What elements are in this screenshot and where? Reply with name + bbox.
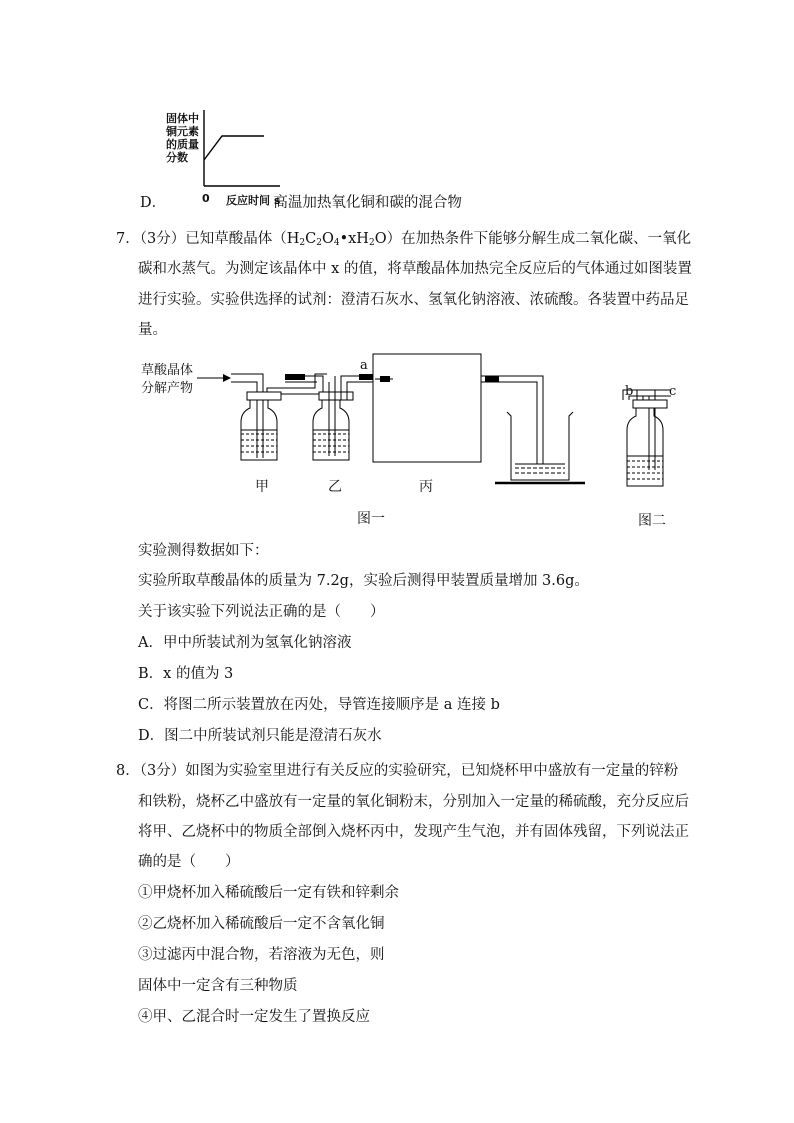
q7-data-line: 实验所取草酸晶体的质量为 7.2g，实验后测得甲装置质量增加 3.6g。	[138, 573, 589, 589]
question-number: 8．	[116, 763, 140, 779]
label-yi: 乙	[328, 479, 342, 495]
q7-line4: 量。	[138, 322, 167, 338]
input-label-line: 草酸晶体	[141, 363, 194, 378]
q8-line2: 和铁粉，烧杯乙中盛放有一定量的氧化铜粉末，分别加入一定量的稀硫酸，充分反应后	[138, 794, 689, 810]
q8-statement-3-cont: 固体中一定含有三种物质	[138, 978, 298, 994]
text: O	[321, 231, 334, 247]
label-jia: 甲	[255, 479, 269, 495]
ylabel-line: 铜元素	[166, 125, 199, 138]
q8-line4: 确的是（ ）	[138, 854, 240, 870]
q8-line1	[116, 761, 678, 781]
option-text: 高温加热氧化铜和碳的混合物	[273, 195, 462, 211]
input-label-line: 分解产物	[141, 381, 194, 396]
label-a: a	[360, 358, 368, 373]
q8-line3: 将甲、乙烧杯中的物质全部倒入烧杯丙中，发现产生气泡，并有固体残留，下列说法正	[138, 824, 689, 840]
ylabel-line: 固体中	[166, 112, 199, 125]
q8-statement-2: ②乙烧杯加入稀硫酸后一定不含氧化铜	[138, 916, 385, 932]
q7-line1	[116, 229, 691, 249]
q7-option-b: B．x 的值为 3	[138, 666, 234, 682]
subscript: 2	[316, 238, 322, 248]
q7-option-a: A．甲中所装试剂为氢氧化钠溶液	[138, 635, 352, 651]
question-score: （3分）	[139, 231, 186, 247]
text: O）在加热条件下能够分解生成二氧化碳、一氧化	[374, 231, 692, 247]
text: •xH	[339, 231, 369, 247]
text: 已知草酸晶体（H	[185, 231, 300, 247]
subscript: 2	[368, 238, 375, 248]
apparatus-diagram	[135, 352, 675, 532]
option-d-prev	[140, 193, 462, 213]
label-b: b	[625, 384, 634, 399]
q8-statement-3: ③过滤丙中混合物，若溶液为无色，则	[138, 947, 385, 963]
caption-1: 图一	[357, 511, 385, 527]
ylabel-line: 的质量	[166, 138, 199, 151]
label-c: c	[669, 384, 677, 399]
q7-question: 关于该实验下列说法正确的是（ ）	[138, 604, 385, 620]
figure-1	[135, 352, 675, 532]
q7-line3: 进行实验。实验供选择的试剂：澄清石灰水、氢氧化钠溶液、浓硫酸。各装置中药品足	[138, 292, 689, 308]
q7-data-intro: 实验测得数据如下：	[138, 543, 269, 559]
text: 如图为实验室里进行有关反应的实验研究，已知烧杯甲中盛放有一定量的锌粉	[185, 763, 679, 779]
question-score: （3分）	[139, 763, 186, 779]
q8-statement-1: ①甲烧杯加入稀硫酸后一定有铁和锌剩余	[138, 885, 399, 901]
subscript: 2	[299, 238, 306, 248]
question-number: 7．	[116, 231, 140, 247]
q7-line2: 碳和水蒸气。为测定该晶体中 x 的值，将草酸晶体加热完全反应后的气体通过如图装置	[138, 261, 692, 277]
text: C	[305, 231, 317, 247]
caption-2: 图二	[638, 513, 666, 529]
ylabel-line: 分数	[166, 151, 188, 164]
subscript: 4	[333, 238, 340, 248]
graph-xlabel: 反应时间 s	[226, 194, 281, 207]
label-bing: 丙	[419, 479, 433, 495]
q7-option-d: D．图二中所装试剂只能是澄清石灰水	[138, 728, 382, 744]
q8-statement-4: ④甲、乙混合时一定发生了置换反应	[138, 1009, 370, 1025]
option-letter: D．	[140, 195, 167, 211]
graph-origin: 0	[202, 192, 210, 205]
q7-option-c: C．将图二所示装置放在丙处，导管连接顺序是 a 连接 b	[138, 697, 500, 713]
